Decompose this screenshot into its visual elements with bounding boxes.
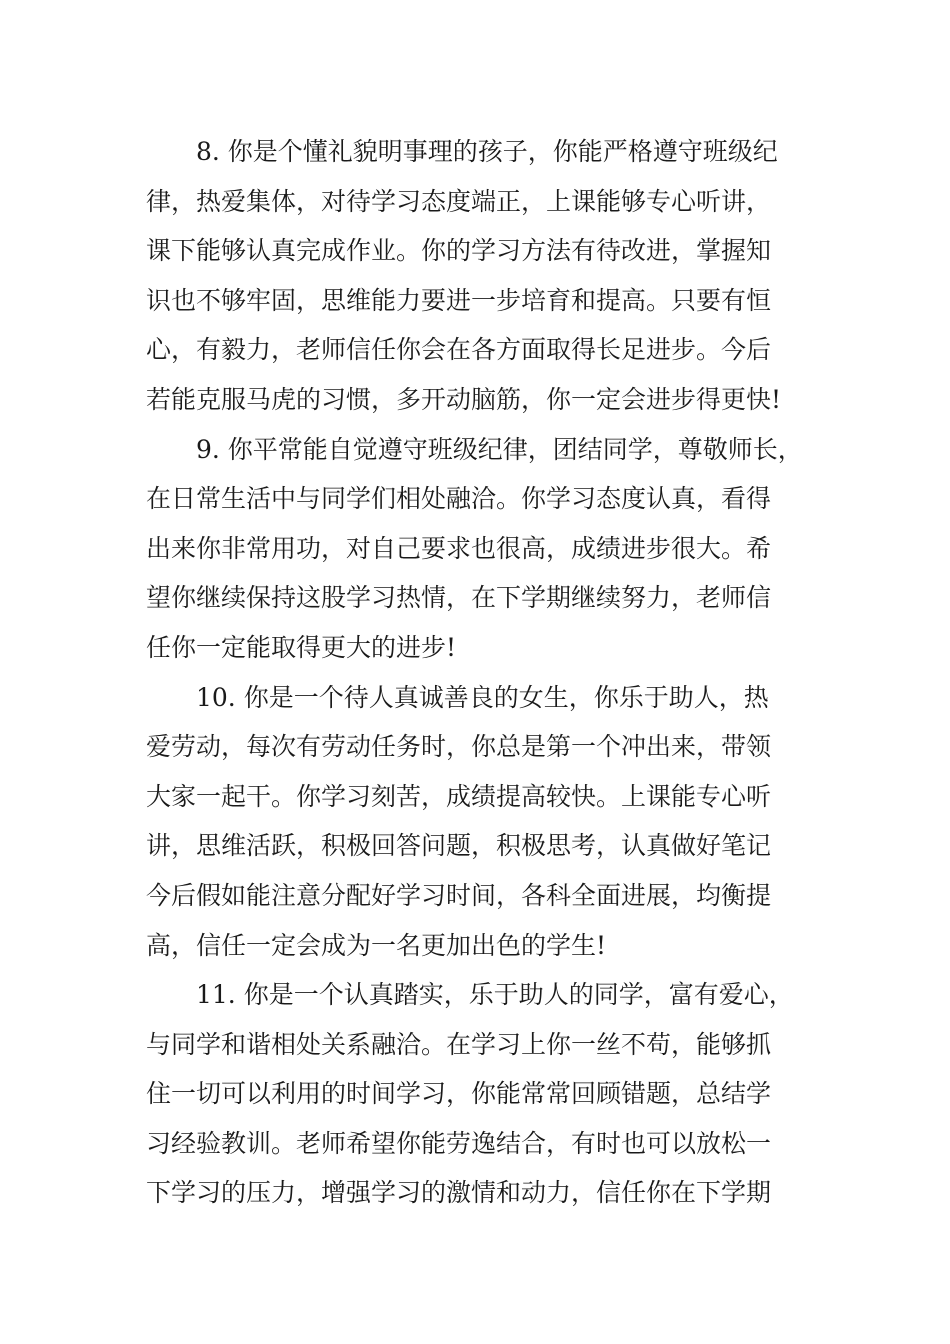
paragraph-line: 习经验教训。老师希望你能劳逸结合，有时也可以放松一: [146, 1128, 772, 1158]
paragraph-line: 任你一定能取得更大的进步!: [146, 632, 457, 662]
paragraph-11: [146, 970, 826, 1218]
paragraph-9: [146, 425, 826, 673]
paragraph-8: [146, 127, 826, 425]
paragraph-line: 若能克服马虎的习惯，多开动脑筋，你一定会进步得更快!: [146, 384, 782, 414]
paragraph-line: 心，有毅力，老师信任你会在各方面取得长足进步。今后: [146, 335, 772, 365]
paragraph-line: 与同学和谐相处关系融洽。在学习上你一丝不苟，能够抓: [146, 1029, 772, 1059]
paragraph-line: 下学习的压力，增强学习的激情和动力，信任你在下学期: [146, 1178, 772, 1208]
paragraph-line: 今后假如能注意分配好学习时间，各科全面进展，均衡提: [146, 880, 772, 910]
paragraph-line: 在日常生活中与同学们相处融洽。你学习态度认真，看得: [146, 484, 772, 514]
paragraph-line: 11. 你是一个认真踏实，乐于助人的同学，富有爱心，: [196, 980, 794, 1010]
paragraph-line: 讲，思维活跃，积极回答问题，积极思考，认真做好笔记: [146, 831, 772, 861]
paragraph-line: 律，热爱集体，对待学习态度端正，上课能够专心听讲，: [146, 186, 772, 216]
paragraph-line: 9. 你平常能自觉遵守班级纪律，团结同学，尊敬师长，: [196, 434, 803, 464]
paragraph-line: 高，信任一定会成为一名更加出色的学生!: [146, 930, 607, 960]
paragraph-line: 住一切可以利用的时间学习，你能常常回顾错题，总结学: [146, 1079, 772, 1109]
paragraph-10: [146, 673, 826, 971]
paragraph-line: 8. 你是个懂礼貌明事理的孩子，你能严格遵守班级纪: [196, 137, 778, 166]
document-body: [146, 127, 826, 1218]
paragraph-line: 爱劳动，每次有劳动任务时，你总是第一个冲出来，带领: [146, 732, 772, 762]
paragraph-line: 10. 你是一个待人真诚善良的女生，你乐于助人，热: [196, 682, 769, 712]
paragraph-line: 课下能够认真完成作业。你的学习方法有待改进，掌握知: [146, 236, 772, 266]
paragraph-line: 大家一起干。你学习刻苦，成绩提高较快。上课能专心听: [146, 781, 772, 811]
paragraph-line: 出来你非常用功，对自己要求也很高，成绩进步很大。希: [146, 533, 772, 563]
paragraph-line: 望你继续保持这股学习热情，在下学期继续努力，老师信: [146, 583, 772, 613]
paragraph-line: 识也不够牢固，思维能力要进一步培育和提高。只要有恒: [146, 285, 772, 315]
